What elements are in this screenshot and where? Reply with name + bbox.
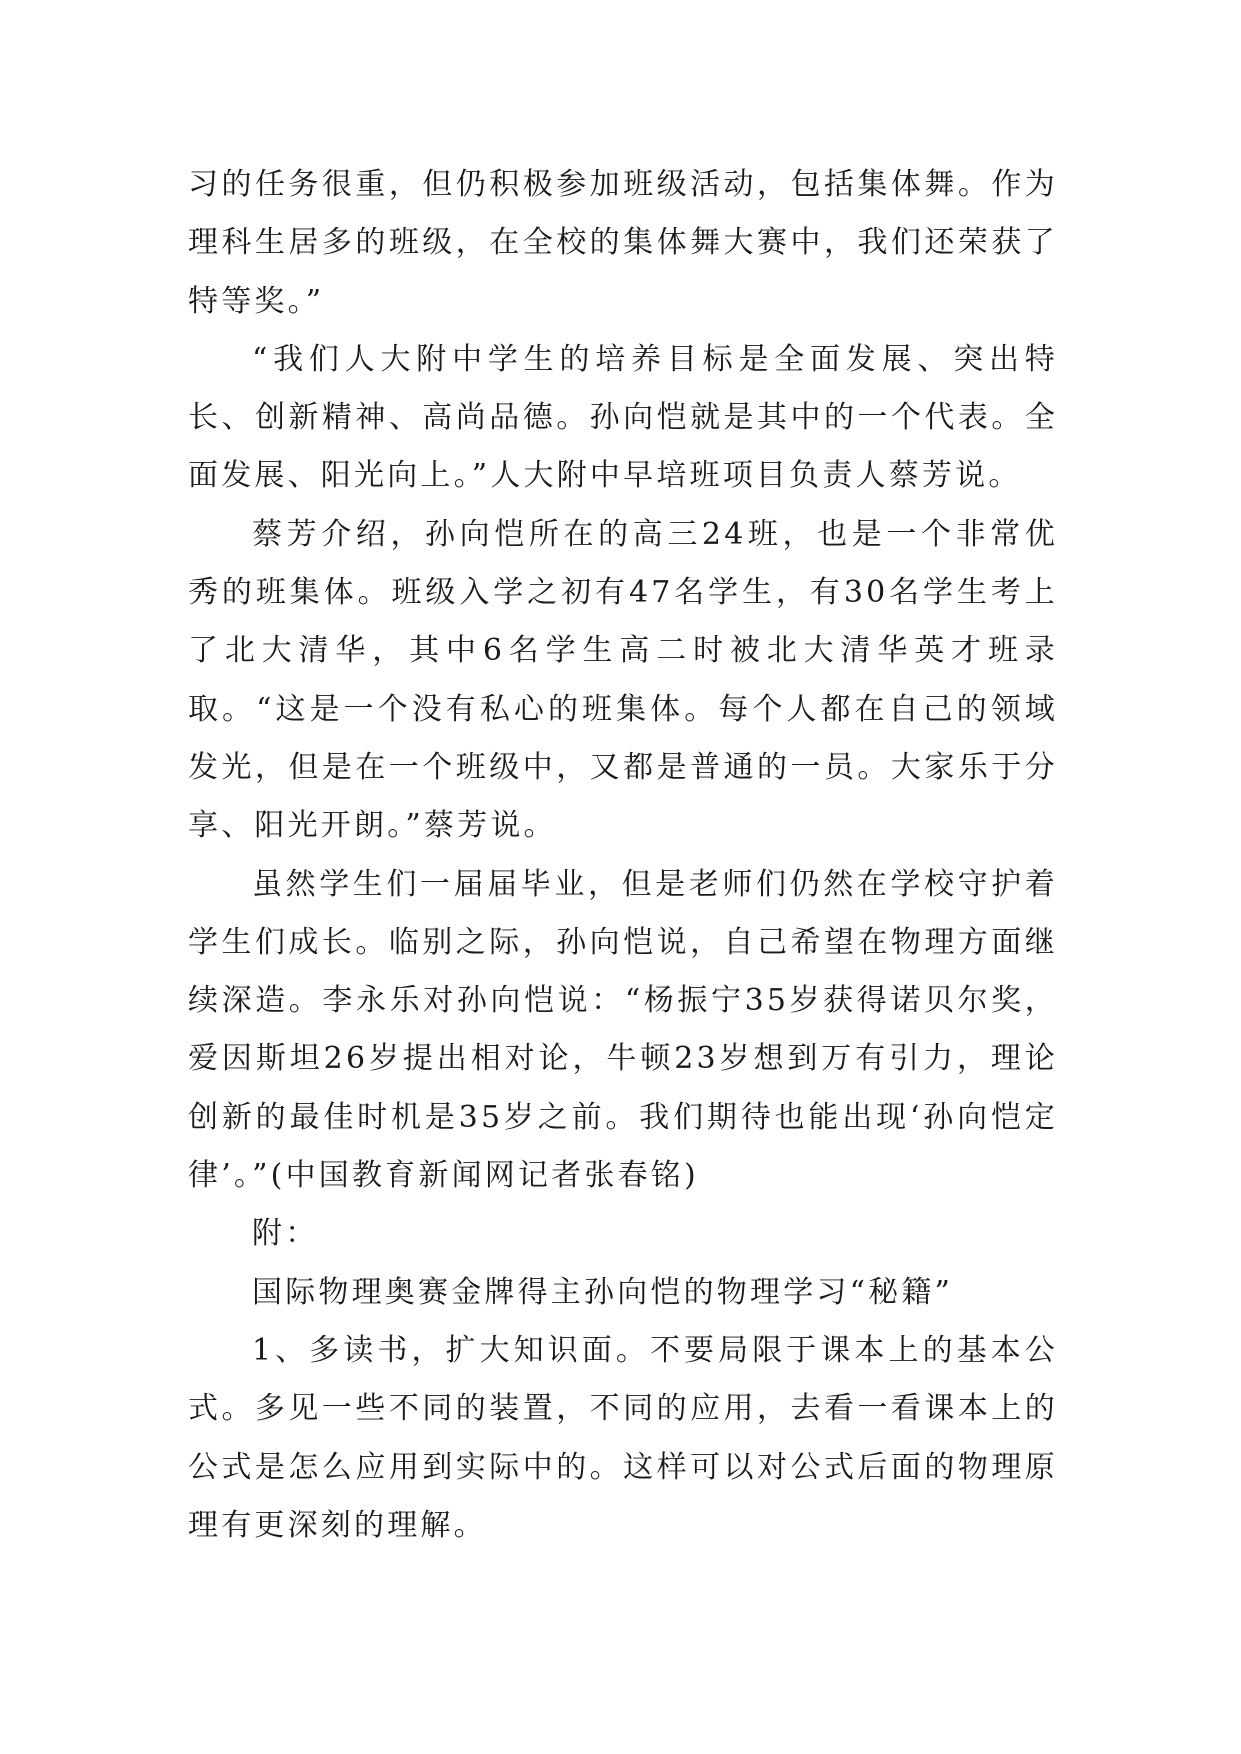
paragraph-class-introduction: 蔡芳介绍，孙向恺所在的高三24班，也是一个非常优秀的班集体。班级入学之初有47名学生，有30名学生考上了北大清华，其中6名学生高二时被北大清华英才班录取。“这是一个没有私心的班集体。每个人都在自己的领域发光，但是在一个班级中，又都是普通的一员。大家乐于分享、阳光开朗。”蔡芳说。 xyxy=(188,516,1058,844)
paragraph-appendix-title: 国际物理奥赛金牌得主孙向恺的物理学习“秘籍” xyxy=(252,1274,954,1310)
paragraph-tip-1: 1、多读书，扩大知识面。不要局限于课本上的基本公式。多见一些不同的装置，不同的应用，去看一看课本上的公式是怎么应用到实际中的。这样可以对公式后面的物理原理有更深刻的理解。 xyxy=(188,1332,1058,1543)
paragraph-appendix-label: 附： xyxy=(252,1216,319,1252)
paragraph-training-goals: “我们人大附中学生的培养目标是全面发展、突出特长、创新精神、高尚品德。孙向恺就是其中的一个代表。全面发展、阳光向上。”人大附中早培班项目负责人蔡芳说。 xyxy=(188,341,1058,494)
paragraph-farewell: 虽然学生们一届届毕业，但是老师们仍然在学校守护着学生们成长。临别之际，孙向恺说，自己希望在物理方面继续深造。李永乐对孙向恺说：“杨振宁35岁获得诺贝尔奖，爱因斯坦26岁提出相对论，牛顿23岁想到万有引力，理论创新的最佳时机是35岁之前。我们期待也能出现‘孙向恺定律’。”(中国教育新闻网记者张春铭) xyxy=(188,866,1058,1194)
paragraph-continuation: 习的任务很重，但仍积极参加班级活动，包括集体舞。作为理科生居多的班级，在全校的集体舞大赛中，我们还荣获了特等奖。” xyxy=(188,167,1058,319)
document-body xyxy=(188,156,1058,1555)
